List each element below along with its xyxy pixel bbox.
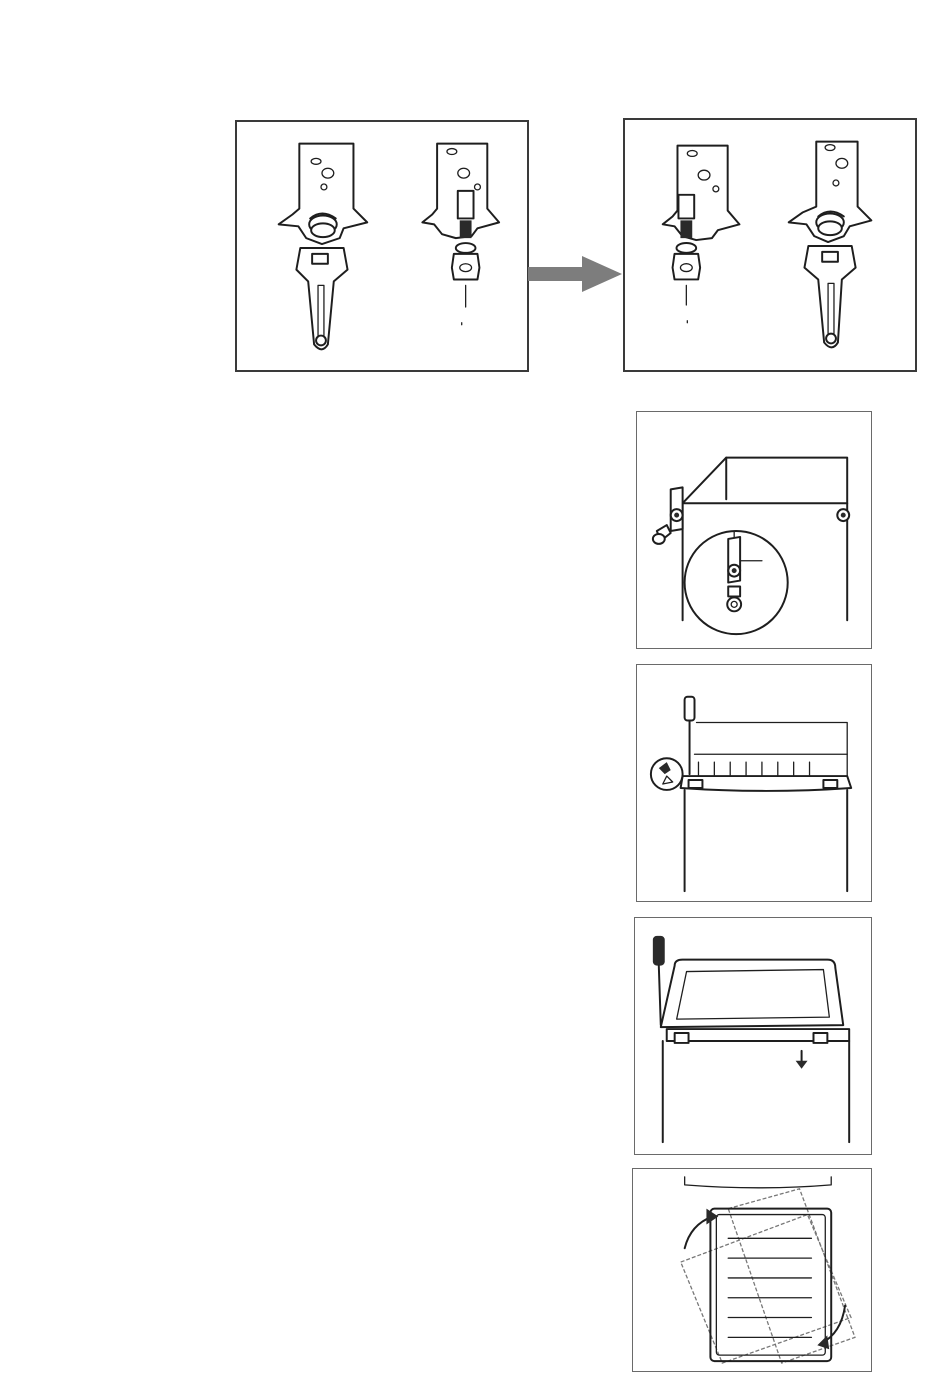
hinge-wrench-figure-after — [623, 118, 917, 372]
screwdriver-door — [653, 936, 665, 1025]
top-cover-illustration — [637, 665, 871, 901]
hinge-wrench-illustration — [237, 122, 527, 370]
door-panel-main — [710, 1209, 831, 1361]
magnified-clip-circle — [651, 758, 683, 790]
hinge-bracket-right — [422, 144, 499, 325]
down-arrow-icon — [796, 1051, 808, 1069]
door-seal-figure — [632, 1168, 872, 1372]
hinge-wrench-illustration-after — [625, 120, 915, 370]
screwdriver — [685, 697, 695, 774]
magnified-hinge-circle — [685, 531, 788, 634]
top-hinge-illustration — [637, 412, 871, 648]
right-arrow-icon — [528, 256, 624, 292]
hinge-bracket-left-after — [663, 146, 740, 323]
cabinet-door-frame — [661, 960, 849, 1142]
hinge-on-cabinet — [653, 487, 683, 544]
cabinet-with-cover — [681, 723, 852, 892]
hinge-wrench-figure-before — [235, 120, 529, 372]
door-seal-illustration — [633, 1169, 871, 1371]
top-hinge-figure — [636, 411, 872, 649]
door-removal-illustration — [635, 918, 871, 1154]
door-removal-figure — [634, 917, 872, 1155]
top-cover-screwdriver-figure — [636, 664, 872, 902]
rotate-arrow-icon — [685, 1209, 845, 1350]
